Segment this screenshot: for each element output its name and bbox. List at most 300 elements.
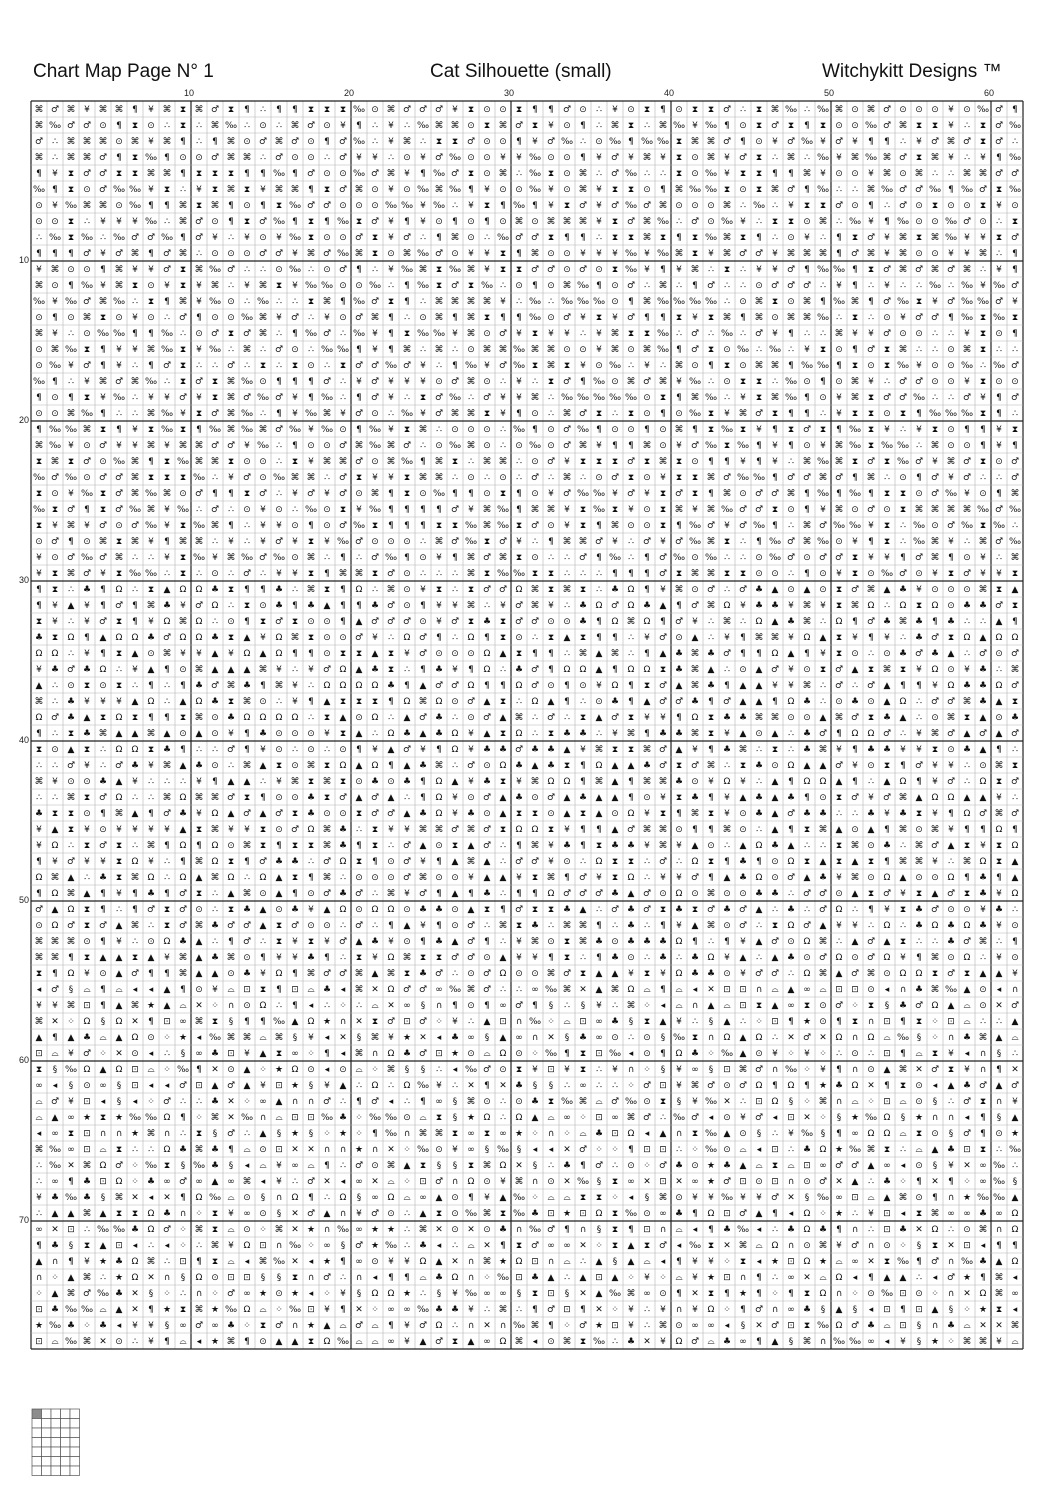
page-map-cell [61,1457,71,1467]
stitch-symbol: ¶ [148,249,154,259]
stitch-symbol: ♂ [322,889,332,899]
stitch-symbol: ¥ [260,969,266,979]
stitch-symbol: ⊙ [915,249,923,259]
stitch-symbol: ▲ [979,793,987,803]
stitch-symbol: ‰ [576,297,590,307]
stitch-symbol: ∴ [932,937,938,947]
stitch-symbol: ¥ [772,441,778,451]
stitch-symbol: Ω [483,649,491,659]
stitch-symbol: ▲ [947,841,955,851]
stitch-symbol: ⧗ [659,1097,667,1107]
stitch-symbol: ⌘ [690,729,700,739]
stitch-symbol: ♂ [514,233,524,243]
stitch-symbol: ✕ [787,1193,795,1203]
stitch-symbol: ¥ [932,857,938,867]
stitch-symbol: ∴ [36,1177,42,1187]
stitch-symbol: ‰ [352,297,366,307]
stitch-symbol: ⊙ [307,745,315,755]
stitch-symbol: ♂ [66,761,76,771]
stitch-symbol: ¶ [164,841,170,851]
stitch-symbol: ¥ [820,505,826,515]
stitch-symbol: ⧗ [163,905,171,915]
stitch-symbol: ∴ [484,1305,490,1315]
stitch-symbol: ⧗ [435,265,443,275]
stitch-symbol: ★ [130,1129,140,1139]
stitch-symbol: ♂ [914,185,924,195]
stitch-symbol: ¥ [836,569,842,579]
stitch-symbol: ⌘ [66,937,76,947]
stitch-symbol: ▲ [611,777,619,787]
stitch-symbol: ¥ [932,809,938,819]
stitch-symbol: ♣ [338,825,348,835]
stitch-symbol: ⌘ [914,169,924,179]
stitch-symbol: ◂ [644,1129,650,1139]
stitch-symbol: ♂ [994,105,1004,115]
stitch-symbol: Ω [115,633,123,643]
stitch-symbol: ⊡ [723,1065,731,1075]
stitch-symbol: § [308,1081,314,1091]
stitch-symbol: ▲ [979,633,987,643]
stitch-symbol: ▲ [211,649,219,659]
stitch-symbol: ⊙ [915,569,923,579]
stitch-symbol: ⊙ [403,153,411,163]
stitch-symbol: ♣ [658,937,668,947]
stitch-symbol: ‰ [400,265,414,275]
stitch-symbol: ♂ [290,313,300,323]
stitch-symbol: ∴ [980,617,986,627]
stitch-symbol: ¥ [708,1257,714,1267]
stitch-symbol: ¶ [1012,105,1018,115]
stitch-symbol: ⧗ [883,345,891,355]
stitch-symbol: ⧗ [643,1241,651,1251]
stitch-symbol: ⧗ [99,313,107,323]
stitch-symbol: ⧗ [499,617,507,627]
stitch-symbol: ⧗ [115,873,123,883]
stitch-symbol: ⌓ [227,1257,235,1267]
stitch-symbol: ¶ [532,281,538,291]
stitch-symbol: ¥ [740,457,746,467]
stitch-symbol: ⌘ [34,1145,44,1155]
stitch-symbol: ⧗ [195,409,203,419]
stitch-symbol: ✕ [707,985,715,995]
stitch-symbol: ¥ [820,169,826,179]
stitch-symbol: ♂ [530,617,540,627]
stitch-symbol: ⊙ [403,537,411,547]
stitch-symbol: ⧗ [579,633,587,643]
stitch-symbol: Ω [435,777,443,787]
stitch-symbol: ♂ [738,505,748,515]
stitch-symbol: ∴ [1012,409,1018,419]
stitch-symbol: ∴ [628,1033,634,1043]
stitch-symbol: ⧗ [1011,425,1019,435]
stitch-symbol: ⌘ [690,137,700,147]
stitch-symbol: ∴ [340,329,346,339]
stitch-symbol: ∴ [644,953,650,963]
stitch-symbol: Ω [371,905,379,915]
stitch-symbol: ¶ [900,681,906,691]
stitch-symbol: ⌘ [578,441,588,451]
stitch-symbol: ‰ [608,137,622,147]
stitch-symbol: ⊙ [867,841,875,851]
stitch-symbol: ‰ [64,1193,78,1203]
stitch-symbol: Ω [371,1081,379,1091]
stitch-symbol: ‰ [64,1065,78,1075]
stitch-symbol: ¶ [116,121,122,131]
stitch-symbol: ★ [962,1273,972,1283]
stitch-symbol: ♂ [306,201,316,211]
stitch-symbol: ¶ [36,889,42,899]
stitch-symbol: ¥ [452,1017,458,1027]
stitch-symbol: ⧗ [659,489,667,499]
stitch-symbol: ∴ [916,713,922,723]
stitch-symbol: ⧗ [883,1257,891,1267]
stitch-symbol: ¶ [804,121,810,131]
stitch-symbol: ‰ [432,329,446,339]
stitch-symbol: ♂ [482,553,492,563]
stitch-symbol: ♂ [434,1177,444,1187]
stitch-symbol: ⧗ [547,729,555,739]
stitch-symbol: ♂ [722,649,732,659]
stitch-symbol: ⌘ [482,297,492,307]
stitch-symbol: ¶ [260,201,266,211]
stitch-symbol: ¶ [756,649,762,659]
stitch-symbol: ⌘ [130,137,140,147]
stitch-symbol: ▲ [771,777,779,787]
stitch-symbol: ⊙ [675,1193,683,1203]
stitch-symbol: ♣ [210,953,220,963]
stitch-symbol: ∴ [388,841,394,851]
stitch-symbol: ⌘ [994,1289,1004,1299]
stitch-symbol: ¶ [628,793,634,803]
stitch-symbol: ∩ [51,1257,59,1267]
stitch-symbol: ¥ [196,777,202,787]
stitch-symbol: ✕ [915,1065,923,1075]
stitch-symbol: ¶ [260,953,266,963]
stitch-symbol: ⊙ [627,521,635,531]
stitch-symbol: ‰ [112,393,126,403]
stitch-symbol: ‰ [192,521,206,531]
stitch-symbol: ¥ [372,953,378,963]
stitch-symbol: ▲ [771,793,779,803]
stitch-symbol: ‰ [608,1289,622,1299]
stitch-symbol: ¥ [596,249,602,259]
stitch-symbol: ♂ [914,457,924,467]
stitch-symbol: ♂ [962,217,972,227]
stitch-symbol: ‰ [496,569,510,579]
stitch-symbol: ⁘ [643,1001,651,1011]
stitch-symbol: ‰ [688,377,702,387]
stitch-symbol: ¶ [836,489,842,499]
stitch-symbol: ⊙ [787,585,795,595]
stitch-symbol: Ω [67,633,75,643]
stitch-symbol: ⧗ [435,521,443,531]
stitch-symbol: ⁘ [899,1241,907,1251]
stitch-symbol: ¶ [452,361,458,371]
stitch-symbol: ▲ [755,905,763,915]
stitch-symbol: ⊡ [35,1337,43,1347]
stitch-symbol: ⧗ [643,457,651,467]
stitch-symbol: ♂ [210,409,220,419]
stitch-symbol: ✕ [291,1225,299,1235]
stitch-symbol: ♂ [610,601,620,611]
stitch-symbol: ∩ [835,1289,843,1299]
stitch-symbol: Ω [387,985,395,995]
stitch-symbol: ♂ [514,601,524,611]
stitch-symbol: ¥ [692,617,698,627]
stitch-symbol: ¶ [772,697,778,707]
stitch-symbol: ▲ [595,1257,603,1267]
stitch-symbol: ⧗ [915,601,923,611]
stitch-symbol: § [532,1161,538,1171]
stitch-symbol: ¥ [676,873,682,883]
stitch-symbol: ▲ [803,585,811,595]
stitch-symbol: ⌘ [706,761,716,771]
stitch-symbol: ⊙ [467,969,475,979]
stitch-symbol: ¶ [356,745,362,755]
stitch-symbol: ♂ [306,169,316,179]
stitch-symbol: ∴ [100,1273,106,1283]
stitch-symbol: ⁘ [211,1001,219,1011]
stitch-symbol: ∴ [532,537,538,547]
stitch-symbol: ¶ [164,713,170,723]
stitch-symbol: Ω [867,601,875,611]
stitch-symbol: ⊙ [147,649,155,659]
stitch-symbol: ⊙ [435,377,443,387]
stitch-symbol: ★ [338,1129,348,1139]
stitch-symbol: ¥ [420,361,426,371]
stitch-symbol: ⌘ [210,201,220,211]
stitch-symbol: ⊙ [611,937,619,947]
stitch-symbol: ∴ [708,377,714,387]
stitch-symbol: ⌘ [994,1273,1004,1283]
stitch-symbol: ⧗ [723,265,731,275]
stitch-symbol: ⌘ [770,361,780,371]
stitch-symbol: ⊙ [643,1033,651,1043]
stitch-symbol: ▲ [531,1113,539,1123]
stitch-symbol: ¥ [900,745,906,755]
stitch-symbol: ∴ [420,137,426,147]
stitch-symbol: ¶ [980,1113,986,1123]
stitch-symbol: ♂ [290,137,300,147]
stitch-symbol: ▲ [499,1193,507,1203]
stitch-symbol: ⧗ [867,1001,875,1011]
stitch-symbol: ⌘ [306,249,316,259]
stitch-symbol: ⧗ [147,745,155,755]
stitch-symbol: ▲ [323,1321,331,1331]
stitch-symbol: ¶ [900,761,906,771]
stitch-symbol: ¥ [388,217,394,227]
stitch-symbol: ∴ [324,153,330,163]
stitch-symbol: ⊙ [675,409,683,419]
stitch-symbol: ⧗ [995,233,1003,243]
page-map-cell [32,1419,42,1429]
stitch-symbol: ¶ [996,1241,1002,1251]
stitch-symbol: ¶ [884,137,890,147]
stitch-symbol: ¥ [132,313,138,323]
stitch-symbol: ¥ [164,281,170,291]
stitch-symbol: ¶ [436,889,442,899]
stitch-symbol: ⌘ [466,569,476,579]
stitch-symbol: ‰ [832,265,846,275]
stitch-symbol: ⧗ [371,569,379,579]
stitch-symbol: ⧗ [835,601,843,611]
stitch-symbol: ⊙ [867,873,875,883]
stitch-symbol: § [788,1337,794,1347]
stitch-symbol: ▲ [723,1017,731,1027]
stitch-symbol: ⊙ [787,713,795,723]
stitch-symbol: ⊙ [915,1161,923,1171]
stitch-symbol: ∞ [387,1305,395,1315]
stitch-symbol: ♂ [658,857,668,867]
stitch-symbol: ⌘ [562,985,572,995]
stitch-symbol: ⌓ [819,985,827,995]
stitch-symbol: ∴ [596,169,602,179]
stitch-symbol: ‰ [272,169,286,179]
stitch-symbol: ¶ [628,137,634,147]
stitch-symbol: ♂ [162,249,172,259]
stitch-symbol: ⌘ [754,297,764,307]
stitch-symbol: ¶ [980,425,986,435]
stitch-symbol: ♂ [274,393,284,403]
stitch-symbol: ‰ [848,217,862,227]
stitch-symbol: ⧗ [483,201,491,211]
stitch-symbol: ∞ [483,1337,491,1347]
stitch-symbol: ¥ [660,153,666,163]
stitch-symbol: ⧗ [83,793,91,803]
stitch-symbol: ⌘ [146,1129,156,1139]
stitch-symbol: ⌘ [162,105,172,115]
stitch-symbol: ♂ [322,329,332,339]
stitch-symbol: ⊙ [787,233,795,243]
stitch-symbol: ¶ [356,345,362,355]
stitch-symbol: ⊙ [227,1065,235,1075]
stitch-symbol: ¶ [308,1193,314,1203]
stitch-symbol: ⊡ [115,1241,123,1251]
stitch-symbol: ¥ [644,633,650,643]
stitch-symbol: ⌓ [355,1065,363,1075]
stitch-symbol: ¥ [724,169,730,179]
stitch-symbol: ◂ [452,1065,458,1075]
stitch-symbol: ⌘ [562,217,572,227]
stitch-symbol: ♣ [530,1209,540,1219]
stitch-symbol: ▲ [451,889,459,899]
stitch-symbol: ¥ [388,233,394,243]
stitch-symbol: ∴ [644,1321,650,1331]
stitch-symbol: ♂ [578,553,588,563]
stitch-symbol: ♣ [658,729,668,739]
stitch-symbol: ▲ [627,1257,635,1267]
stitch-symbol: ⌘ [722,313,732,323]
stitch-symbol: Ω [387,1049,395,1059]
stitch-symbol: ♂ [722,105,732,115]
stitch-symbol: Ω [515,585,523,595]
stitch-symbol: ⌘ [306,969,316,979]
designer-name: Witchykitt Designs ™ [822,61,1002,82]
stitch-symbol: ⧗ [435,953,443,963]
stitch-symbol: ¥ [964,329,970,339]
stitch-symbol: ⊙ [467,793,475,803]
stitch-symbol: ⊙ [963,105,971,115]
stitch-symbol: ⊙ [371,873,379,883]
stitch-symbol: ¶ [916,473,922,483]
stitch-symbol: ⌘ [642,777,652,787]
stitch-symbol: ∴ [948,281,954,291]
stitch-symbol: ∞ [243,1289,251,1299]
stitch-symbol: ¥ [420,217,426,227]
stitch-symbol: ⌘ [210,1241,220,1251]
stitch-symbol: ▲ [163,985,171,995]
stitch-symbol: ⌘ [818,249,828,259]
stitch-symbol: ‰ [176,505,190,515]
stitch-symbol: ∴ [724,297,730,307]
stitch-symbol: ♂ [178,1081,188,1091]
stitch-symbol: ¶ [180,745,186,755]
stitch-symbol: ∩ [275,1193,283,1203]
stitch-symbol: ¥ [916,361,922,371]
stitch-symbol: ♣ [786,793,796,803]
stitch-symbol: ▲ [563,745,571,755]
stitch-symbol: ⊙ [99,121,107,131]
stitch-symbol: ⌘ [82,313,92,323]
stitch-symbol: ♣ [274,857,284,867]
stitch-symbol: ‰ [816,489,830,499]
stitch-symbol: § [116,1097,122,1107]
stitch-symbol: ♂ [962,393,972,403]
stitch-symbol: ∴ [1012,1161,1018,1171]
stitch-symbol: ♣ [882,713,892,723]
stitch-symbol: ⊡ [787,1321,795,1331]
stitch-symbol: ♣ [610,889,620,899]
stitch-symbol: ♂ [834,137,844,147]
stitch-symbol: ¥ [84,697,90,707]
stitch-symbol: ⌘ [290,633,300,643]
stitch-symbol: ✕ [227,1113,235,1123]
stitch-symbol: ∞ [851,1129,859,1139]
stitch-symbol: ⊙ [435,441,443,451]
stitch-symbol: ♣ [626,921,636,931]
stitch-symbol: ‰ [208,297,222,307]
stitch-symbol: ⧗ [339,361,347,371]
stitch-symbol: ⌘ [34,281,44,291]
stitch-symbol: ⌓ [915,1049,923,1059]
stitch-symbol: Ω [931,921,939,931]
stitch-symbol: ⌘ [802,169,812,179]
stitch-symbol: ∴ [404,1209,410,1219]
stitch-symbol: ¶ [292,329,298,339]
stitch-symbol: ¥ [692,1193,698,1203]
stitch-symbol: ⧗ [35,969,43,979]
stitch-symbol: ¶ [612,665,618,675]
stitch-symbol: Ω [35,649,43,659]
stitch-symbol: ♂ [242,569,252,579]
stitch-symbol: ⌘ [466,985,476,995]
stitch-symbol: ‰ [160,345,174,355]
page-map-cell [51,1457,61,1467]
stitch-symbol: ⌘ [322,409,332,419]
stitch-symbol: ♣ [674,649,684,659]
stitch-symbol: ∞ [787,1001,795,1011]
stitch-symbol: ¶ [596,825,602,835]
stitch-symbol: ¶ [196,1257,202,1267]
stitch-symbol: ¥ [692,121,698,131]
stitch-symbol: ⌓ [227,985,235,995]
stitch-symbol: ¥ [644,1273,650,1283]
stitch-symbol: ¥ [84,105,90,115]
stitch-symbol: ⊙ [259,1145,267,1155]
stitch-symbol: ¶ [196,841,202,851]
stitch-symbol: ∴ [148,1241,154,1251]
stitch-symbol: ⧗ [451,841,459,851]
